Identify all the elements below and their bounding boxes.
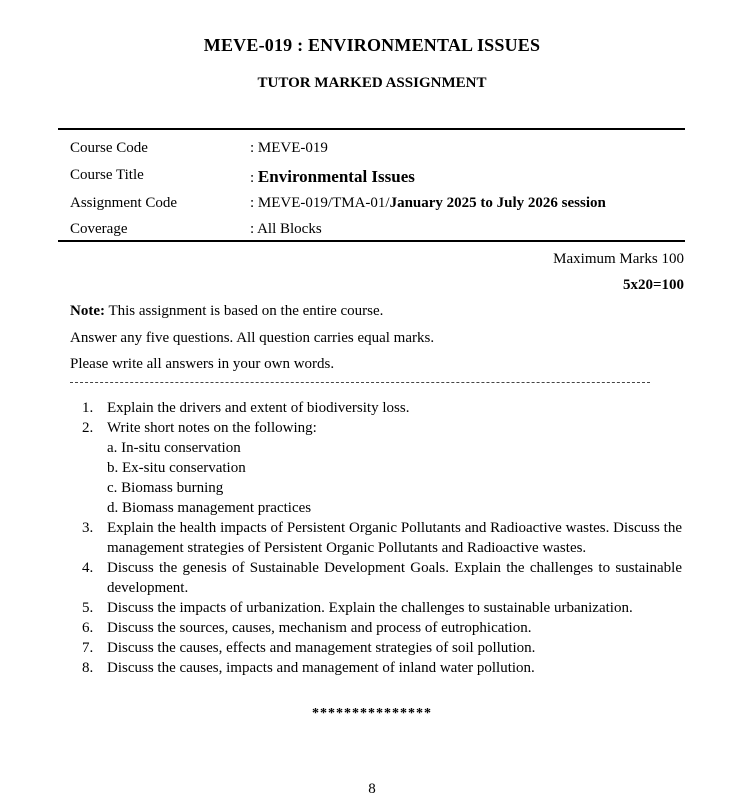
assignment-code-value [250, 195, 606, 212]
course-code-row [70, 140, 690, 162]
course-code-label: Course Code [70, 140, 148, 156]
question-text: Explain the health impacts of Persistent Organic Pollutants and Radioactive wastes. Discuss the management strategies of Persistent Organic Pollutants and Radioactive wastes. [107, 520, 682, 556]
question-text: Write short notes on the following: [107, 420, 317, 436]
note-label: Note: [70, 303, 105, 319]
question-number: 3. [82, 520, 94, 536]
question-item [70, 398, 682, 418]
document-title: MEVE-019 : ENVIRONMENTAL ISSUES [203, 35, 541, 55]
note-line [70, 303, 383, 320]
question-text: Explain the drivers and extent of biodiversity loss. [107, 400, 410, 416]
question-number: 2. [82, 420, 94, 436]
marks-formula: 5x20=100 [622, 277, 684, 293]
question-item [70, 558, 682, 598]
assignment-code-prefix: : MEVE-019/TMA-01/ [250, 195, 390, 211]
question-number: 1. [82, 400, 94, 416]
question-number: 4. [82, 560, 94, 576]
sub-question: a. In-situ conservation [107, 440, 241, 456]
course-code-value: : MEVE-019 [250, 140, 328, 156]
question-item [70, 618, 682, 638]
sub-question: b. Ex-situ conservation [107, 460, 246, 476]
maximum-marks: Maximum Marks 100 [553, 251, 684, 267]
instruction-line-2: Answer any five questions. All question carries equal marks. [70, 330, 435, 346]
question-list [70, 398, 682, 678]
course-title-value-wrap [250, 167, 415, 187]
course-title-label: Course Title [70, 167, 144, 183]
question-text: Discuss the sources, causes, mechanism and process of eutrophication. [107, 620, 532, 636]
question-number: 7. [82, 640, 94, 656]
instruction-line-3: Please write all answers in your own words. [70, 356, 335, 372]
course-title-value: Environmental Issues [257, 167, 415, 186]
page-number: 8 [368, 781, 376, 797]
question-text: Discuss the impacts of urbanization. Explain the challenges to sustainable urbanization. [107, 600, 633, 616]
question-text: Discuss the causes, impacts and management of inland water pollution. [107, 660, 535, 676]
question-number: 8. [82, 660, 94, 676]
assignment-session: January 2025 to July 2026 session [389, 195, 606, 211]
assignment-code-label: Assignment Code [70, 195, 178, 211]
bottom-rule [58, 240, 685, 242]
question-item [70, 658, 682, 678]
question-item [70, 418, 682, 518]
sub-question: d. Biomass management practices [107, 500, 312, 516]
top-rule [58, 128, 685, 130]
question-number: 5. [82, 600, 94, 616]
coverage-label: Coverage [70, 221, 128, 237]
end-marker: *************** [312, 706, 432, 721]
question-item [70, 638, 682, 658]
question-item [70, 518, 682, 558]
question-text: Discuss the genesis of Sustainable Development Goals. Explain the challenges to sustainable development. [107, 560, 682, 596]
note-text: This assignment is based on the entire course. [104, 303, 384, 319]
question-item [70, 598, 682, 618]
document-subtitle: TUTOR MARKED ASSIGNMENT [257, 75, 487, 91]
assignment-code-row [70, 195, 690, 217]
question-text: Discuss the causes, effects and management strategies of soil pollution. [107, 640, 536, 656]
sub-question: c. Biomass burning [107, 480, 224, 496]
question-number: 6. [82, 620, 94, 636]
course-title-row [70, 167, 690, 189]
dashed-separator [70, 382, 650, 383]
coverage-value: : All Blocks [250, 221, 322, 237]
course-title-prefix: : [250, 170, 258, 186]
